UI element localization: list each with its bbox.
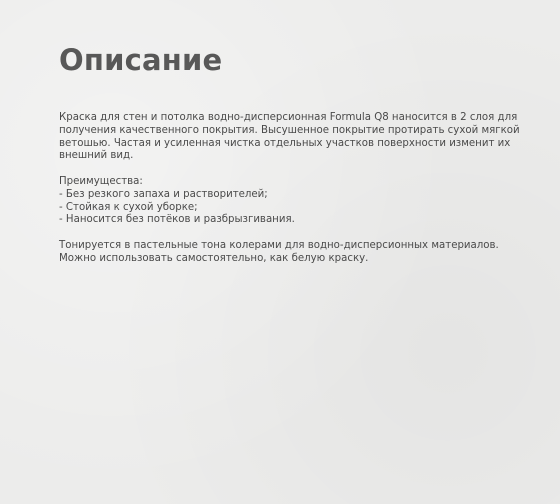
- advantage-item: - Наносится без потёков и разбрызгивания.: [59, 214, 295, 226]
- description-line: ветошью. Частая и усиленная чистка отдельных участков поверхности изменит их: [59, 137, 511, 149]
- page-title: Описание: [59, 43, 223, 77]
- tinting-paragraph: [59, 240, 509, 266]
- description-line: Краска для стен и потолка водно-дисперсионная Formula Q8 наносится в 2 слоя для: [59, 112, 518, 123]
- advantage-item: - Стойкая к сухой уборке;: [59, 201, 198, 213]
- description-line: внешний вид.: [59, 150, 134, 162]
- tinting-line: Можно использовать самостоятельно, как белую краску.: [59, 252, 369, 264]
- description-line: получения качественного покрытия. Высушенное покрытие протирать сухой мягкой: [59, 124, 520, 136]
- tinting-line: Тонируется в пастельные тона колерами для водно-дисперсионных материалов.: [59, 239, 499, 251]
- advantages-block: [59, 176, 509, 227]
- advantage-item: - Без резкого запаха и растворителей;: [59, 188, 268, 200]
- paragraph-spacer: [59, 163, 509, 176]
- advantages-heading: Преимущества:: [59, 175, 143, 187]
- description-paragraph: [59, 112, 520, 163]
- description-body: [59, 112, 520, 266]
- paragraph-spacer: [59, 227, 509, 240]
